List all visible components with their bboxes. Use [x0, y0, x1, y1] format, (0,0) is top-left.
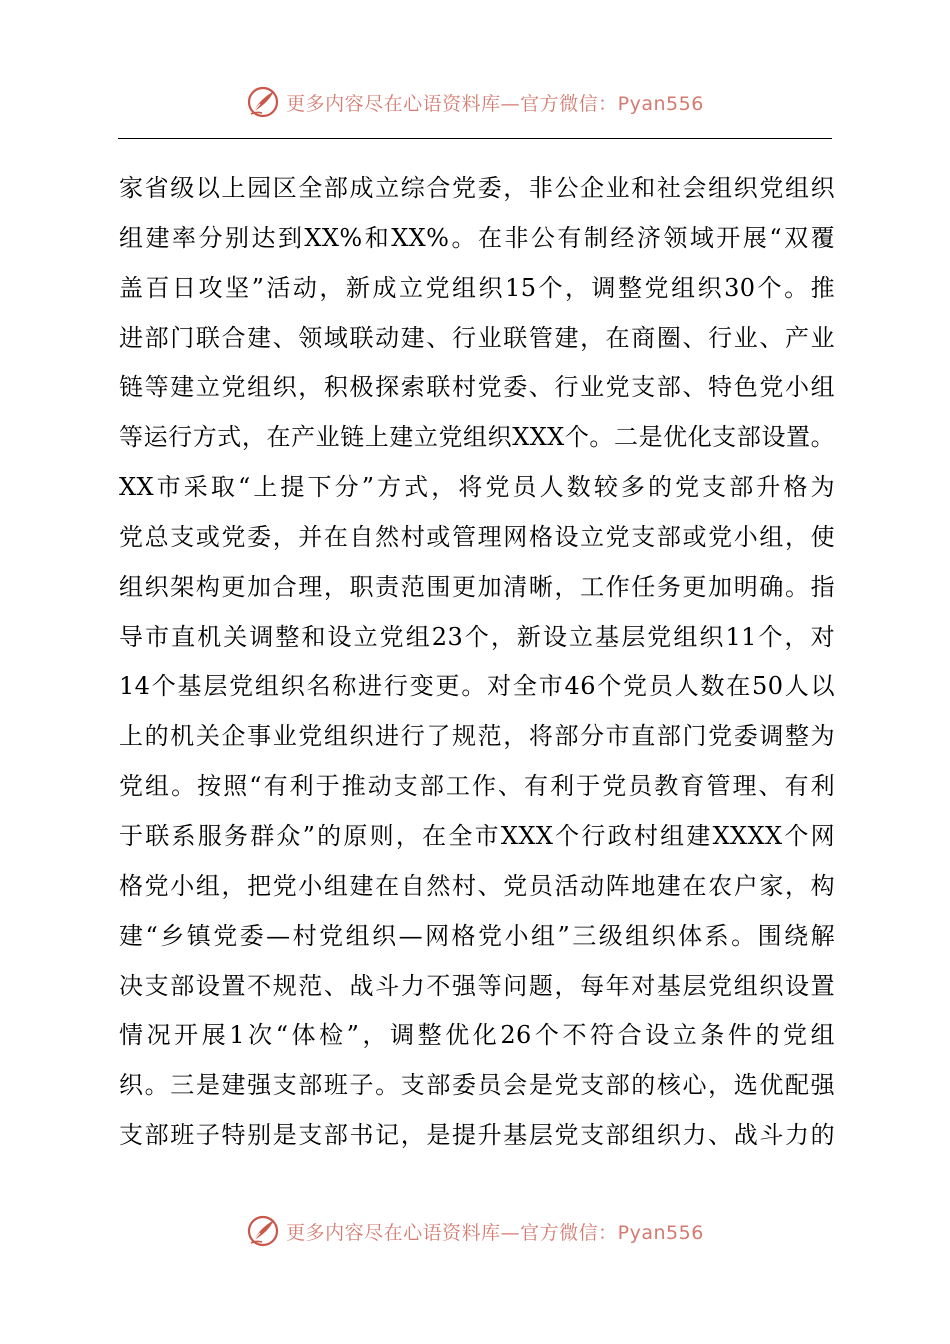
- body-line: XX市采取“上提下分”方式，将党员人数较多的党支部升格为: [119, 473, 835, 502]
- body-line: 建“乡镇党委—村党组织—网格党小组”三级组织体系。围绕解: [119, 921, 835, 950]
- body-line: 于联系服务群众”的原则，在全市XXX个行政村组建XXXX个网: [119, 821, 835, 850]
- footer-banner-label: 更多内容尽在心语资料库—官方微信：: [286, 1221, 618, 1244]
- quill-pen-logo-icon: [246, 85, 280, 119]
- body-line: 家省级以上园区全部成立综合党委，非公企业和社会组织党组织: [119, 174, 835, 202]
- footer-banner-text: [286, 1218, 704, 1245]
- body-line: 14个基层党组织名称进行变更。对全市46个党员人数在50人以: [119, 672, 835, 701]
- quill-pen-logo-icon: [246, 1214, 280, 1248]
- body-line: 决支部设置不规范、战斗力不强等问题，每年对基层党组织设置: [119, 971, 835, 1000]
- body-line: 格党小组，把党小组建在自然村、党员活动阵地建在农户家，构: [119, 871, 835, 900]
- body-line: 上的机关企事业党组织进行了规范，将部分市直部门党委调整为: [119, 722, 835, 751]
- body-line: 等运行方式，在产业链上建立党组织XXX个。二是优化支部设置。: [119, 423, 835, 452]
- header-divider: [118, 138, 832, 139]
- footer-banner: [0, 1211, 950, 1251]
- body-line: 情况开展1次“体检”，调整优化26个不符合设立条件的党组: [119, 1021, 835, 1050]
- document-body: [119, 164, 835, 1161]
- header-banner: [0, 82, 950, 122]
- body-line: 党总支或党委，并在自然村或管理网格设立党支部或党小组，使: [119, 522, 835, 551]
- header-banner-text: [286, 89, 704, 116]
- body-line: 党组。按照“有利于推动支部工作、有利于党员教育管理、有利: [119, 772, 835, 801]
- body-line: 组织架构更加合理，职责范围更加清晰，工作任务更加明确。指: [119, 572, 835, 601]
- body-line: 盖百日攻坚”活动，新成立党组织15个，调整党组织30个。推: [119, 273, 835, 302]
- header-banner-wechat-id: Pyan556: [617, 92, 704, 115]
- body-line: 织。三是建强支部班子。支部委员会是党支部的核心，选优配强: [119, 1071, 835, 1100]
- header-banner-label: 更多内容尽在心语资料库—官方微信：: [286, 92, 618, 115]
- body-line: 进部门联合建、领域联动建、行业联管建，在商圈、行业、产业: [119, 323, 835, 352]
- body-line: 导市直机关调整和设立党组23个，新设立基层党组织11个，对: [119, 622, 835, 651]
- footer-banner-wechat-id: Pyan556: [617, 1221, 704, 1244]
- body-line: 组建率分别达到XX%和XX%。在非公有制经济领域开展“双覆: [119, 223, 835, 252]
- body-line: 支部班子特别是支部书记，是提升基层党支部组织力、战斗力的: [119, 1121, 835, 1150]
- body-line: 链等建立党组织，积极探索联村党委、行业党支部、特色党小组: [119, 373, 835, 402]
